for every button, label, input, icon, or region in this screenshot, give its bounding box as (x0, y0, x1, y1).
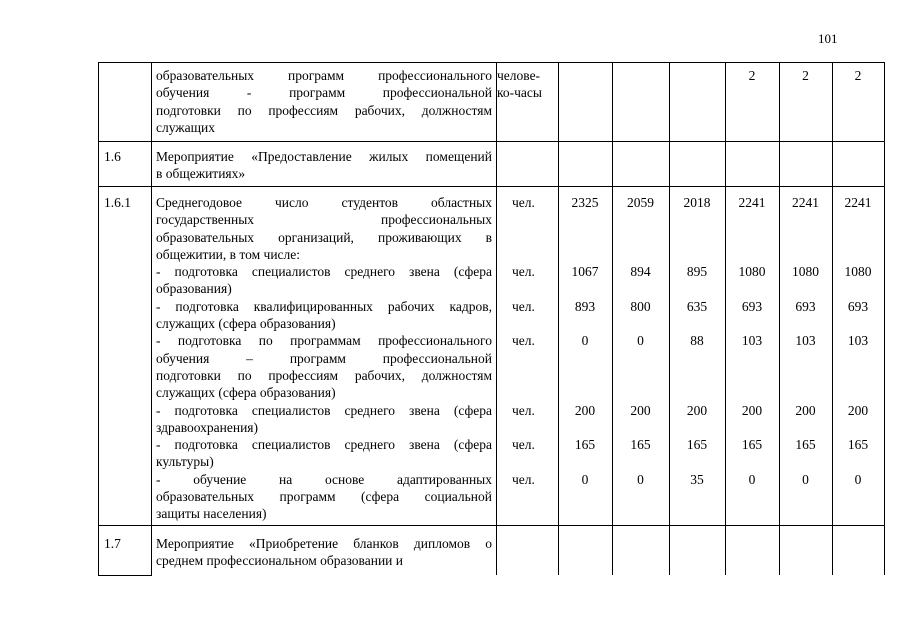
table-column-line (496, 62, 497, 575)
table-column-line (832, 62, 833, 575)
description-line: обучения - программ профессиональной (156, 85, 492, 101)
item-description (156, 402, 492, 437)
value-cell: 88 (690, 333, 704, 349)
description-line: образовательных программ (сфера социальной (156, 489, 492, 505)
table-column-line (669, 62, 670, 575)
value-cell: 893 (574, 298, 596, 314)
table-column-line (725, 62, 726, 575)
row-id: 1.6 (104, 149, 121, 164)
description-line: культуры) (156, 454, 214, 470)
value-cell: 200 (795, 402, 816, 418)
table-column-line (612, 62, 613, 575)
table-row-line (98, 525, 885, 526)
table-column-line (151, 62, 152, 575)
value-cell: 894 (630, 264, 651, 280)
description-line: служащих (156, 119, 215, 135)
value-cell: 165 (686, 437, 708, 453)
description-line: защиты населения) (156, 506, 267, 522)
description-line: служащих (сфера образования) (156, 385, 336, 401)
value-cell: 1080 (792, 264, 819, 280)
description-line: общежитии, в том числе: (156, 246, 301, 262)
table-column-line (98, 62, 99, 575)
value-cell: 2241 (844, 195, 872, 210)
description-line: государственных профессиональных (156, 212, 492, 228)
item-description (156, 263, 492, 298)
value-cell: 1067 (571, 264, 599, 280)
description-line: - обучение на основе адаптированных (156, 471, 492, 487)
description-line: Мероприятие «Приобретение бланков дипломов о (156, 536, 492, 551)
value-cell: 1080 (738, 264, 766, 280)
value-cell: 2241 (792, 195, 819, 210)
value-cell: 103 (847, 333, 869, 349)
value-cell: 693 (847, 298, 869, 314)
table-column-line (558, 62, 559, 575)
description-line: Мероприятие «Предоставление жилых помещений (156, 149, 492, 164)
value-cell: 2325 (571, 195, 599, 210)
table-row-line (98, 575, 152, 576)
value-cell: 200 (574, 402, 596, 418)
unit-cell: чел. (512, 195, 535, 210)
description-line: среднем профессиональном образовании и (156, 553, 404, 569)
description-line: - подготовка специалистов среднего звена (сфера (156, 402, 492, 418)
description-line: образования) (156, 281, 232, 297)
value-cell: 2241 (738, 195, 766, 210)
value-cell: 2059 (627, 195, 654, 210)
unit-cell: ко-часы (497, 85, 542, 101)
value-cell: 200 (630, 402, 651, 418)
unit-cell: чел. (512, 333, 535, 349)
row-id: 1.6.1 (104, 195, 131, 210)
row-description (156, 67, 492, 136)
value-cell: 200 (686, 402, 708, 418)
value-cell: 693 (741, 298, 763, 314)
value-cell: 103 (795, 333, 816, 349)
description-line: - подготовка специалистов среднего звена (сфера (156, 437, 492, 453)
value-cell: 165 (741, 437, 763, 453)
row-description (156, 535, 492, 570)
value-cell: 0 (581, 471, 589, 487)
table-row-line (98, 186, 885, 187)
value-cell: 165 (795, 437, 816, 453)
value-cell: 0 (854, 471, 862, 487)
item-description (156, 332, 492, 401)
value-cell: 200 (741, 402, 763, 418)
value-cell: 35 (690, 471, 704, 487)
row-description (156, 148, 492, 183)
description-line: Среднегодовое число студентов областных (156, 195, 492, 210)
value-cell: 2 (802, 68, 809, 83)
description-line: образовательных программ профессионального (156, 68, 492, 83)
item-description (156, 194, 492, 263)
value-cell: 0 (637, 471, 644, 487)
item-description (156, 298, 492, 333)
description-line: - подготовка специалистов среднего звена (сфера (156, 264, 492, 280)
table-column-line (884, 62, 885, 575)
value-cell: 895 (686, 264, 708, 280)
description-line: - подготовка по программам профессионального (156, 333, 492, 349)
value-cell: 2018 (683, 195, 711, 210)
description-line: в общежитиях» (156, 166, 246, 182)
item-description (156, 436, 492, 471)
unit-cell: чел. (512, 402, 535, 418)
value-cell: 165 (847, 437, 869, 453)
page-number: 101 (818, 31, 838, 46)
value-cell: 103 (741, 333, 763, 349)
description-line: здравоохранения) (156, 419, 259, 435)
value-cell: 800 (630, 298, 651, 314)
value-cell: 0 (581, 333, 589, 349)
value-cell: 2 (854, 68, 862, 83)
unit-cell: чел. (512, 437, 535, 453)
table-column-line (779, 62, 780, 575)
value-cell: 200 (847, 402, 869, 418)
value-cell: 2 (748, 68, 756, 83)
description-line: подготовки по профессиям рабочих, должностям (156, 102, 492, 118)
table-row-line (98, 141, 885, 142)
row-id: 1.7 (104, 536, 121, 551)
unit-cell: чел. (512, 264, 535, 280)
value-cell: 165 (574, 437, 596, 453)
description-line: образовательных организаций, проживающих в (156, 229, 492, 245)
unit-cell: чел. (512, 471, 535, 487)
table-row-line (98, 62, 885, 63)
value-cell: 0 (637, 333, 644, 349)
description-line: подготовки по профессиям рабочих, должностям (156, 367, 492, 383)
value-cell: 0 (802, 471, 809, 487)
value-cell: 693 (795, 298, 816, 314)
unit-cell: челове- (497, 68, 541, 83)
description-line: служащих (сфера образования) (156, 316, 336, 332)
item-description (156, 471, 492, 523)
value-cell: 1080 (844, 264, 872, 280)
value-cell: 0 (748, 471, 756, 487)
value-cell: 635 (686, 298, 708, 314)
description-line: обучения – программ профессиональной (156, 350, 492, 366)
description-line: - подготовка квалифицированных рабочих кадров, (156, 298, 492, 314)
value-cell: 165 (630, 437, 651, 453)
unit-cell: чел. (512, 298, 535, 314)
